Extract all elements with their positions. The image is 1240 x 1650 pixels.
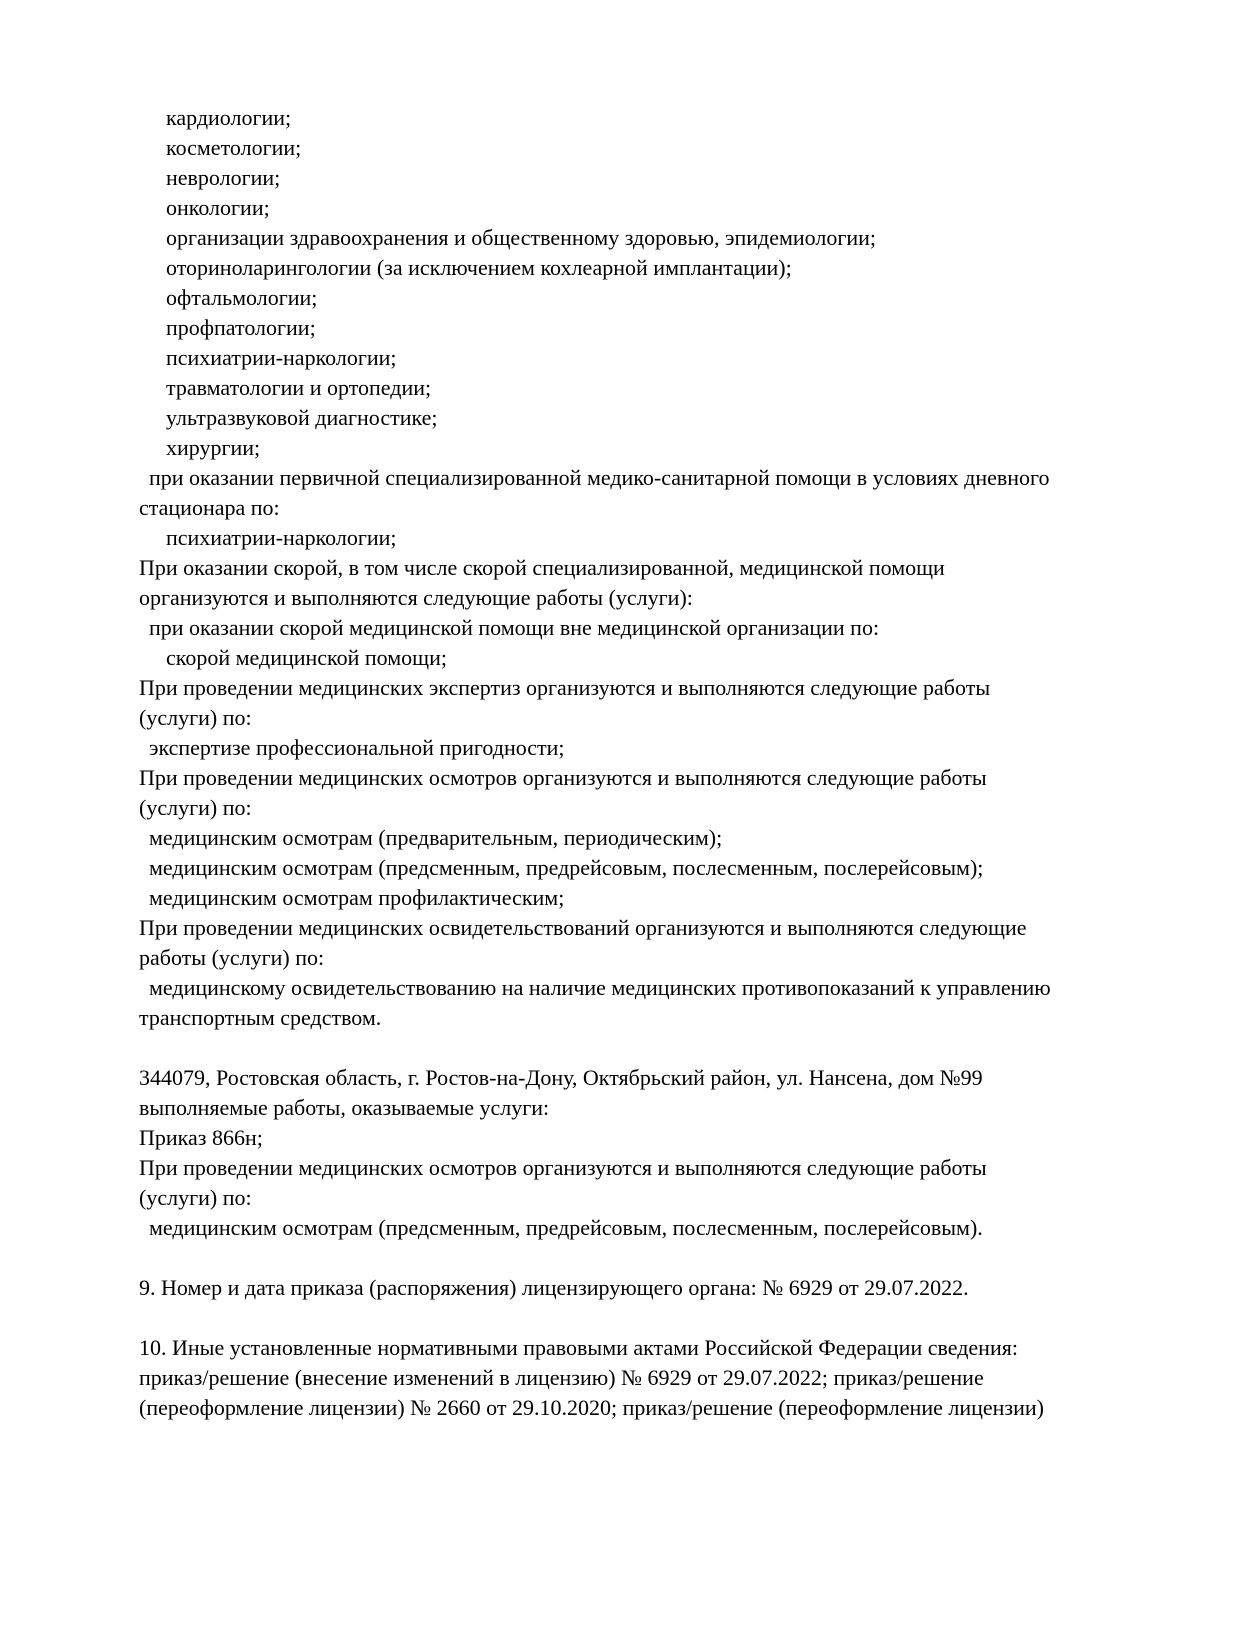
text-line: онкологии; — [166, 195, 270, 220]
text-line: медицинскому освидетельствованию на наличие медицинских противопоказаний к управлению — [149, 975, 1051, 1000]
text-line: медицинским осмотрам (предварительным, периодическим); — [149, 825, 723, 850]
text-line: При проведении медицинских осмотров организуются и выполняются следующие работы — [139, 1155, 987, 1180]
document-body — [139, 103, 1120, 1423]
text-line: (переоформление лицензии) № 2660 от 29.10.2020; приказ/решение (переоформление лицензии) — [139, 1395, 1044, 1420]
text-line: неврологии; — [166, 165, 281, 190]
text-line: косметологии; — [166, 135, 302, 160]
text-line: выполняемые работы, оказываемые услуги: — [139, 1095, 550, 1120]
text-line: кардиологии; — [166, 105, 292, 130]
text-line: экспертизе профессиональной пригодности; — [149, 735, 565, 760]
text-line: травматологии и ортопедии; — [166, 375, 432, 400]
text-line: стационара по: — [139, 495, 280, 520]
text-line: оториноларингологии (за исключением кохлеарной имплантации); — [166, 255, 792, 280]
text-line: медицинским осмотрам профилактическим; — [149, 885, 565, 910]
text-line: (услуги) по: — [139, 795, 252, 820]
text-line: офтальмологии; — [166, 285, 318, 310]
text-line: 344079, Ростовская область, г. Ростов-на-Дону, Октябрьский район, ул. Нансена, дом №99 — [139, 1065, 983, 1090]
text-line: психиатрии-наркологии; — [166, 345, 397, 370]
text-line: При проведении медицинских осмотров организуются и выполняются следующие работы — [139, 765, 987, 790]
text-line: приказ/решение (внесение изменений в лицензию) № 6929 от 29.07.2022; приказ/решение — [139, 1365, 984, 1390]
text-line: (услуги) по: — [139, 1185, 252, 1210]
text-line: медицинским осмотрам (предсменным, предрейсовым, послесменным, послерейсовым); — [149, 855, 984, 880]
text-line: 9. Номер и дата приказа (распоряжения) лицензирующего органа: № 6929 от 29.07.2022. — [139, 1275, 969, 1300]
text-line: При проведении медицинских экспертиз организуются и выполняются следующие работы — [139, 675, 991, 700]
blank-line — [139, 1243, 1120, 1273]
text-line: при оказании первичной специализированной медико-санитарной помощи в условиях дневного — [149, 465, 1050, 490]
text-line: медицинским осмотрам (предсменным, предрейсовым, послесменным, послерейсовым). — [149, 1215, 983, 1240]
text-line: ультразвуковой диагностике; — [166, 405, 438, 430]
text-line: профпатологии; — [166, 315, 316, 340]
text-line: организуются и выполняются следующие работы (услуги): — [139, 585, 693, 610]
blank-line — [139, 1033, 1120, 1063]
text-line: при оказании скорой медицинской помощи вне медицинской организации по: — [149, 615, 880, 640]
text-line: При оказании скорой, в том числе скорой специализированной, медицинской помощи — [139, 555, 945, 580]
text-line: психиатрии-наркологии; — [166, 525, 397, 550]
text-line: работы (услуги) по: — [139, 945, 325, 970]
text-line: 10. Иные установленные нормативными правовыми актами Российской Федерации сведения: — [139, 1335, 1018, 1360]
text-line: организации здравоохранения и общественному здоровью, эпидемиологии; — [166, 225, 877, 250]
text-line: скорой медицинской помощи; — [166, 645, 448, 670]
text-line: При проведении медицинских освидетельствований организуются и выполняются следующие — [139, 915, 1027, 940]
text-line: хирургии; — [166, 435, 261, 460]
text-line: Приказ 866н; — [139, 1125, 263, 1150]
blank-line — [139, 1303, 1120, 1333]
text-line: (услуги) по: — [139, 705, 252, 730]
text-line: транспортным средством. — [139, 1005, 382, 1030]
